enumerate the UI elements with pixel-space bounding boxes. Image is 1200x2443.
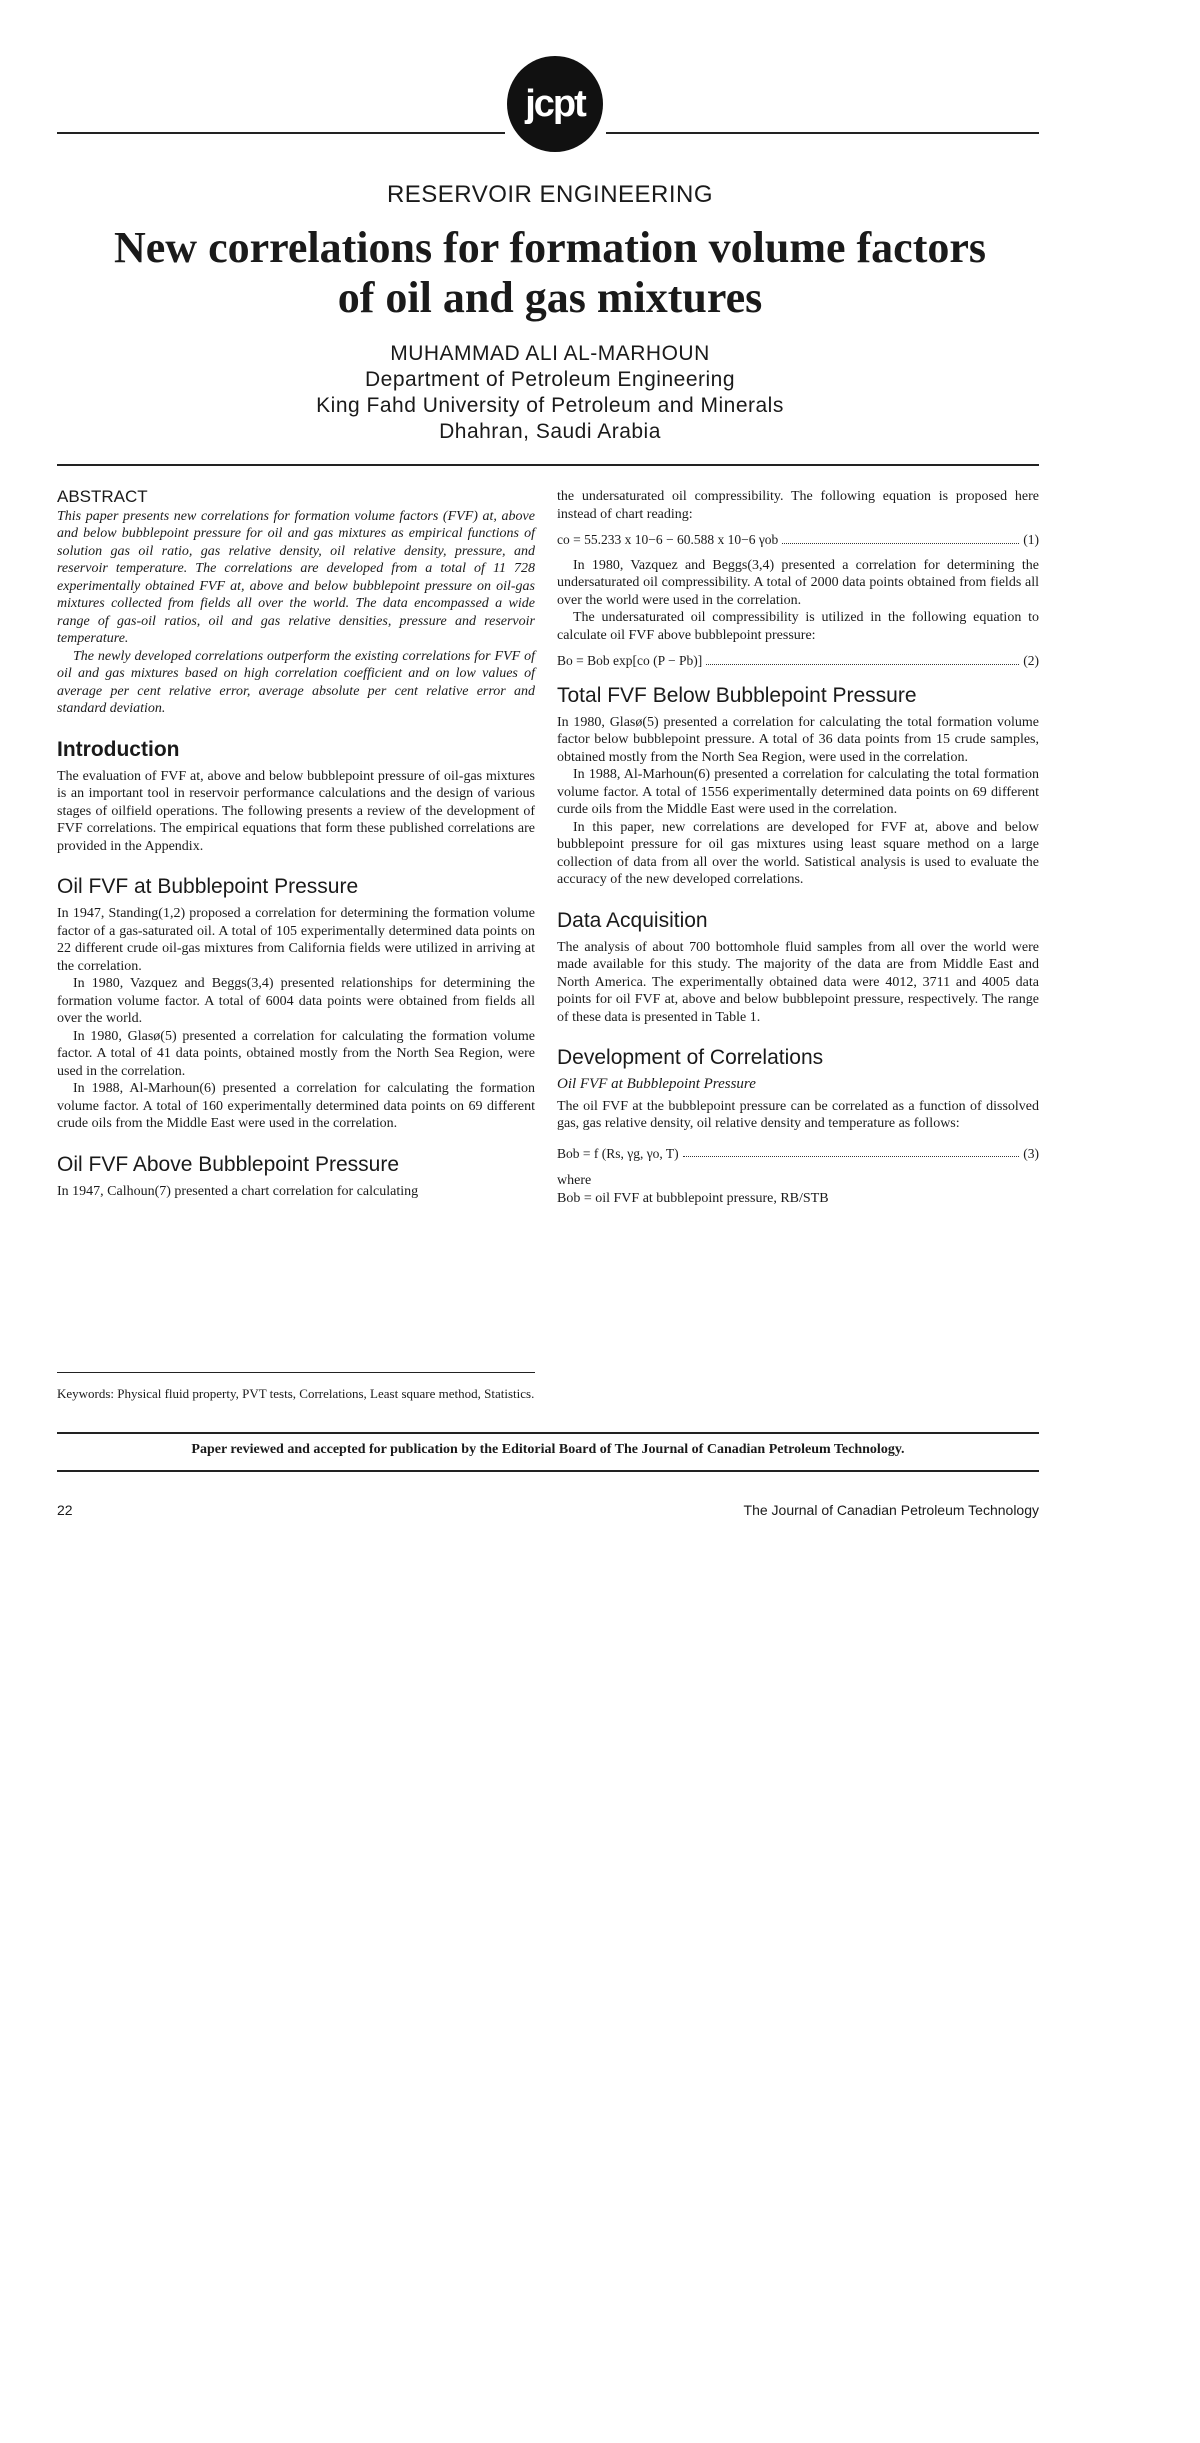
- affiliation-university: King Fahd University of Petroleum and Minerals: [316, 394, 784, 417]
- equation-1-expression: co = 55.233 x 10−6 − 60.588 x 10−6 γob: [557, 532, 779, 547]
- below-bubblepoint-paragraph-2: In 1988, Al-Marhoun(6) presented a correlation for calculating the total formation volume factor. A total of 1556 experimentally determined data points on 69 different curde oils from the Middle East were used in the correlation.: [557, 767, 1039, 817]
- development-paragraph: The oil FVF at the bubblepoint pressure can be correlated as a function of dissolved gas, gas relative density, oil relative density and temperature as follows:: [557, 1098, 1039, 1131]
- above-bubblepoint-paragraph: In 1947, Calhoun(7) presented a chart correlation for calculating: [57, 1183, 419, 1199]
- bubblepoint-paragraph-4: In 1988, Al-Marhoun(6) presented a correlation for calculating the formation volume factor. A total of 160 experimentally determined data points on 69 different crude oils from the Middle East were used in the correlation.: [57, 1081, 535, 1131]
- below-bubblepoint-heading: Total FVF Below Bubblepoint Pressure: [557, 683, 917, 707]
- abstract-paragraph-2: The newly developed correlations outperform the existing correlations for FVF of oil and gas mixtures based on high correlation coefficient and on low values of average per cent relative error, average absolute per cent relative error and standard deviation.: [57, 648, 535, 716]
- equation-3: [557, 1145, 1039, 1163]
- equation-3-expression: Bob = f (Rs, γg, γo, T): [557, 1145, 679, 1161]
- title-line-1: New correlations for formation volume factors: [113, 223, 987, 272]
- development-heading: Development of Correlations: [557, 1046, 824, 1069]
- equation-3-leader: [683, 1145, 1020, 1158]
- equation-1: [557, 531, 1039, 549]
- vazquez-compressibility-paragraph: In 1980, Vazquez and Beggs(3,4) presented a correlation for determining the undersaturated oil compressibility. A total of 2000 data points obtained from fields all over the world were used in the correlation.: [557, 557, 1039, 608]
- data-acquisition-heading: Data Acquisition: [557, 908, 708, 932]
- development-subheading: Oil FVF at Bubblepoint Pressure: [557, 1076, 756, 1092]
- where-label: where: [557, 1173, 592, 1188]
- equation-2-leader: [706, 652, 1019, 665]
- introduction-paragraph: The evaluation of FVF at, above and below bubblepoint pressure of oil-gas mixtures is an important tool in reservoir performance calculations and the design of various stages of oilfield operations. The following presents a review of the development of FVF correlations. The empirical equations that form these published correlations are provided in the Appendix.: [57, 768, 535, 854]
- masthead-rule-right: [606, 132, 1039, 134]
- bubblepoint-paragraph-3: In 1980, Glasø(5) presented a correlation for calculating the formation volume factor. A total of 41 data points, obtained mostly from the North Sea Region, were used in the correlation.: [57, 1028, 535, 1079]
- review-rule-top: [57, 1432, 1039, 1434]
- where-definition: Bob = oil FVF at bubblepoint pressure, RB/STB: [557, 1190, 829, 1206]
- equation-1-leader: [782, 531, 1019, 544]
- bubblepoint-heading: Oil FVF at Bubblepoint Pressure: [57, 875, 359, 898]
- equation-2-number: (2): [1023, 653, 1039, 668]
- review-rule-bottom: [57, 1470, 1039, 1472]
- affiliation-department: Department of Petroleum Engineering: [364, 368, 736, 391]
- paper-title: [0, 223, 1100, 323]
- author-name: MUHAMMAD ALI AL-MARHOUN: [390, 342, 710, 365]
- section-label: RESERVOIR ENGINEERING: [386, 181, 714, 208]
- below-bubblepoint-paragraph-3: In this paper, new correlations are developed for FVF at, above and below bubblepoint pressure for oil gas mixtures using least square method on a large collection of data from all over the world. Satistical analysis is used to evaluate the accuracy of the new developed correlations.: [557, 819, 1039, 887]
- review-note: Paper reviewed and accepted for publication by the Editorial Board of The Journal of Canadian Petroleum Technology.: [191, 1442, 905, 1457]
- left-column: [57, 488, 535, 1200]
- keywords: Keywords: Physical fluid property, PVT tests, Correlations, Least square method, Statistics.: [57, 1386, 535, 1401]
- journal-name: The Journal of Canadian Petroleum Technology: [743, 1502, 1039, 1518]
- equation-3-number: (3): [1023, 1145, 1039, 1161]
- page-number: 22: [57, 1502, 73, 1518]
- bubblepoint-paragraph-2: In 1980, Vazquez and Beggs(3,4) presented relationships for determining the formation volume factor. A total of 6004 data points were obtained from fields all over the world.: [57, 976, 535, 1026]
- equation-2: [557, 652, 1039, 670]
- above-bubblepoint-heading: Oil FVF Above Bubblepoint Pressure: [57, 1152, 400, 1176]
- affiliation-location: Dhahran, Saudi Arabia: [439, 420, 661, 443]
- data-acquisition-paragraph: The analysis of about 700 bottomhole fluid samples from all over the world were made available for this study. The majority of the data are from Middle East and North America. The experimentally obtained data were 4012, 3711 and 4005 data points for oil FVF at, above and below bubblepoint pressure, respectively. The range of these data is presented in Table 1.: [557, 939, 1039, 1025]
- below-bubblepoint-paragraph-1: In 1980, Glasø(5) presented a correlation for calculating the total formation volume factor below bubblepoint pressure. A total of 36 data points from 15 crude samples, obtained mostly from the North Sea Region, were used in the correlation.: [557, 714, 1039, 765]
- abstract-heading: ABSTRACT: [57, 487, 148, 506]
- compressibility-paragraph: the undersaturated oil compressibility. The following equation is proposed here instead of chart reading:: [557, 489, 1039, 522]
- undersaturated-paragraph: The undersaturated oil compressibility is utilized in the following equation to calculate oil FVF above bubblepoint pressure:: [557, 610, 1039, 643]
- keywords-rule: [57, 1372, 535, 1373]
- equation-1-number: (1): [1023, 532, 1039, 547]
- header-divider: [57, 464, 1039, 466]
- abstract-paragraph-1: This paper presents new correlations for formation volume factors (FVF) at, above and below bubblepoint pressure for oil and gas mixtures as empirical functions of solution gas oil ratio, gas relative density, oil relative density, pressure, and reservoir temperature. The correlations are developed from a total of 11 728 experimentally obtained FVF at, above and below bubblepoint pressure on oil-gas mixtures collected from fields all over the world. The data encompassed a wide range of gas-oil ratios, oil and gas relative densities, pressure and reservoir temperature.: [57, 508, 535, 646]
- title-line-2: of oil and gas mixtures: [337, 273, 763, 322]
- equation-2-expression: Bo = Bob exp[co (P − Pb)]: [557, 653, 703, 668]
- bubblepoint-paragraph-1: In 1947, Standing(1,2) proposed a correlation for determining the formation volume factor of a gas-saturated oil. A total of 105 experimentally determined data points on 22 different crude oil-gas mixtures from California fields were utilized in arriving at the correlation.: [57, 906, 535, 974]
- right-column: [557, 488, 1039, 1207]
- introduction-heading: Introduction: [57, 737, 180, 761]
- journal-logo: jcpt: [507, 56, 603, 152]
- masthead-rule-left: [57, 132, 505, 134]
- author-block: [0, 341, 1100, 445]
